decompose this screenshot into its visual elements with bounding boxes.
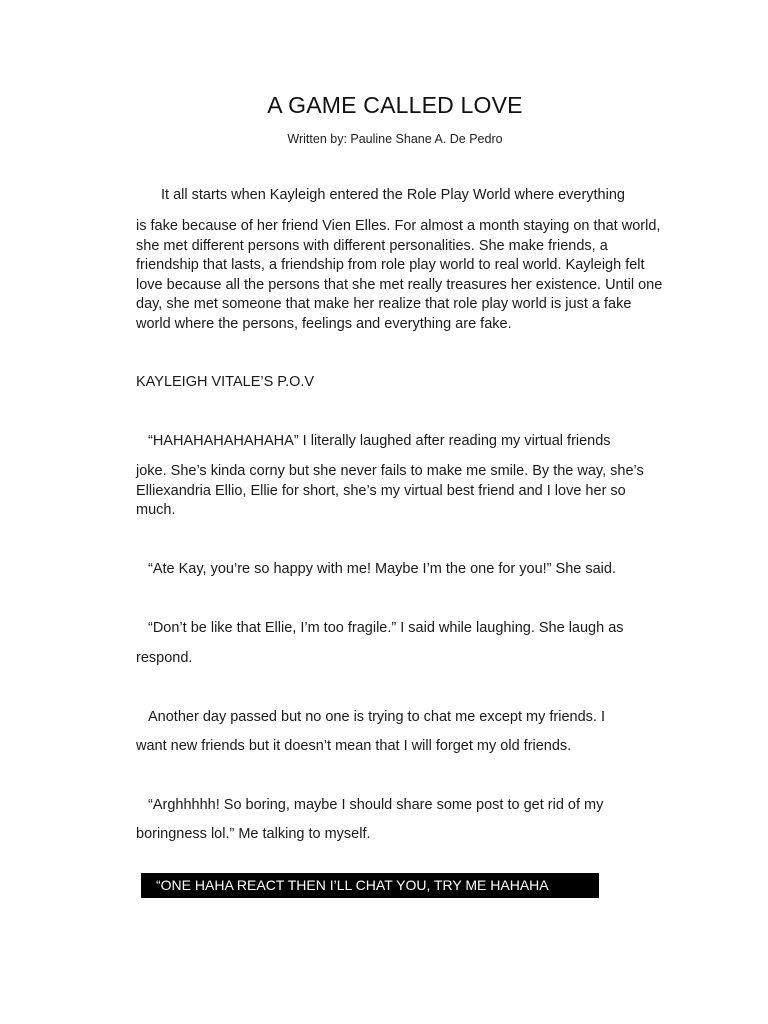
paragraph-3-second-line: respond. [136, 650, 193, 666]
document-title: A GAME CALLED LOVE [267, 92, 523, 118]
author-byline: Written by: Pauline Shane A. De Pedro [287, 132, 503, 146]
paragraph-2: “Ate Kay, you’re so happy with me! Maybe I’m the one for you!” She said. [148, 561, 616, 577]
highlighted-banner: “ONE HAHA REACT THEN I’LL CHAT YOU, TRY ME HAHAHA [141, 873, 599, 898]
paragraph-5-second-line: boringness lol.” Me talking to myself. [136, 826, 371, 842]
intro-paragraph: is fake because of her friend Vien Elles. For almost a month staying on that world, she met different persons with different personalities. She make friends, a friendship that lasts, a friendship from role play world to real world. Kayleigh felt love because all the persons that she met really treasures her existence. Until one day, she met someone that make her realize that role play world is just a fake world where the persons, feelings and everything are fake. [136, 218, 663, 332]
intro-first-line: It all starts when Kayleigh entered the Role Play World where everything [161, 187, 625, 203]
paragraph-5-first-line: “Arghhhhh! So boring, maybe I should share some post to get rid of my [148, 797, 604, 813]
paragraph-1-body: joke. She’s kinda corny but she never fails to make me smile. By the way, she’s Elliexandria Ellio, Ellie for short, she’s my virtual best friend and I love her so much. [136, 463, 644, 518]
pov-heading: KAYLEIGH VITALE’S P.O.V [136, 374, 315, 390]
paragraph-1-first-line: “HAHAHAHAHAHAHA” I literally laughed after reading my virtual friends [148, 433, 611, 449]
paragraph-4-second-line: want new friends but it doesn’t mean that I will forget my old friends. [136, 738, 572, 754]
paragraph-3-first-line: “Don’t be like that Ellie, I’m too fragile.” I said while laughing. She laugh as [148, 620, 624, 636]
paragraph-4-first-line: Another day passed but no one is trying to chat me except my friends. I [148, 709, 605, 725]
